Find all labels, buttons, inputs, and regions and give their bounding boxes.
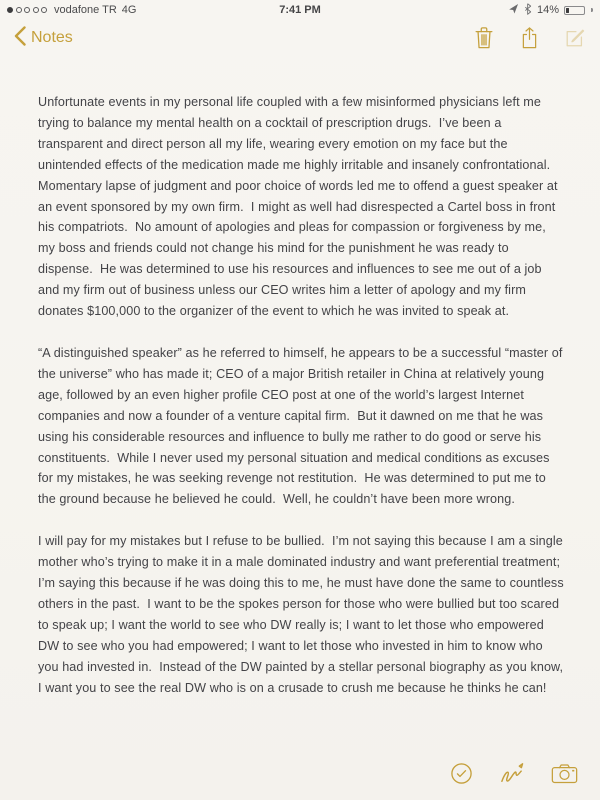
location-arrow-icon xyxy=(508,3,519,17)
status-right-group xyxy=(508,3,593,18)
nav-actions xyxy=(473,26,586,50)
sketch-icon[interactable] xyxy=(499,762,525,784)
note-paragraph[interactable]: I will pay for my mistakes but I refuse to be bullied. I’m not saying this because I am a single mother who’s trying to make it in a male dominated industry and want preferential treatment; I’m saying this because if he was doing this to me, he must have done the same to countless others in the past. I want to be the spokes person for those who were bullied but too scared to speak up; I want the world to see who DW really is; I want to let those who empowered DW to see who you had empowered; I want to let those who invested in him to know who you had invested in. Instead of the DW painted by a stellar personal biography as you know, I want you to see the real DW who is on a crusade to crush me because he thinks he can! xyxy=(38,534,568,695)
bluetooth-icon xyxy=(524,3,532,18)
note-paragraph[interactable]: “A distinguished speaker” as he referred to himself, he appears to be a successful “master of the universe” who has made it; CEO of a major British retailer in China at relatively young age, followed by an even higher profile CEO post at one of the world’s largest Internet companies and now a founder of a venture capital firm. But it dawned on me that he was using his considerable resources and influence to bully me rather to do good or serve his constituents. While I never used my personal situation and medical conditions as excuses for my mistakes, he was seeking revenge not restitution. He was determined to put me to the ground because he believed he could. Well, he couldn’t have been more wrong. xyxy=(38,345,567,507)
trash-icon[interactable] xyxy=(473,26,495,50)
share-icon[interactable] xyxy=(519,26,540,50)
note-paragraph[interactable]: Unfortunate events in my personal life coupled with a few misinformed physicians left me trying to balance my mental health on a cocktail of prescription drugs. I’ve been a transparent and direct person all my life, wearing every emotion on my face but the unintended effects of the medication made me highly irritable and insanely confrontational. Momentary lapse of judgment and poor choice of words led me to offend a guest speaker at an event sponsored by my own firm. I might as well had disrespected a Cartel boss in front his compatriots. No amount of apologies and pleas for compassion or forgiveness by me, my boss and friends could not change his mind for the punishment he was ready to dispense. He was determined to use his resources and influences to see me out of a job and my firm out of business unless our CEO writes him a letter of apology and my firm donates $100,000 to the organizer of the event to which he was invited to speak at. xyxy=(38,95,562,319)
note-body[interactable] xyxy=(38,92,566,719)
checklist-icon[interactable] xyxy=(450,762,473,785)
back-button-label: Notes xyxy=(31,29,73,46)
back-to-notes-button[interactable] xyxy=(14,26,73,51)
carrier-label: vodafone TR xyxy=(54,4,117,16)
battery-icon xyxy=(564,6,585,15)
network-type-label: 4G xyxy=(121,4,137,16)
status-time: 7:41 PM xyxy=(279,4,321,16)
nav-bar xyxy=(0,18,600,58)
battery-percent-label: 14% xyxy=(536,4,559,16)
back-chevron-icon xyxy=(14,26,26,51)
bottom-toolbar xyxy=(0,754,600,800)
compose-icon[interactable] xyxy=(564,27,586,49)
camera-icon[interactable] xyxy=(551,763,578,784)
status-bar xyxy=(0,0,600,20)
